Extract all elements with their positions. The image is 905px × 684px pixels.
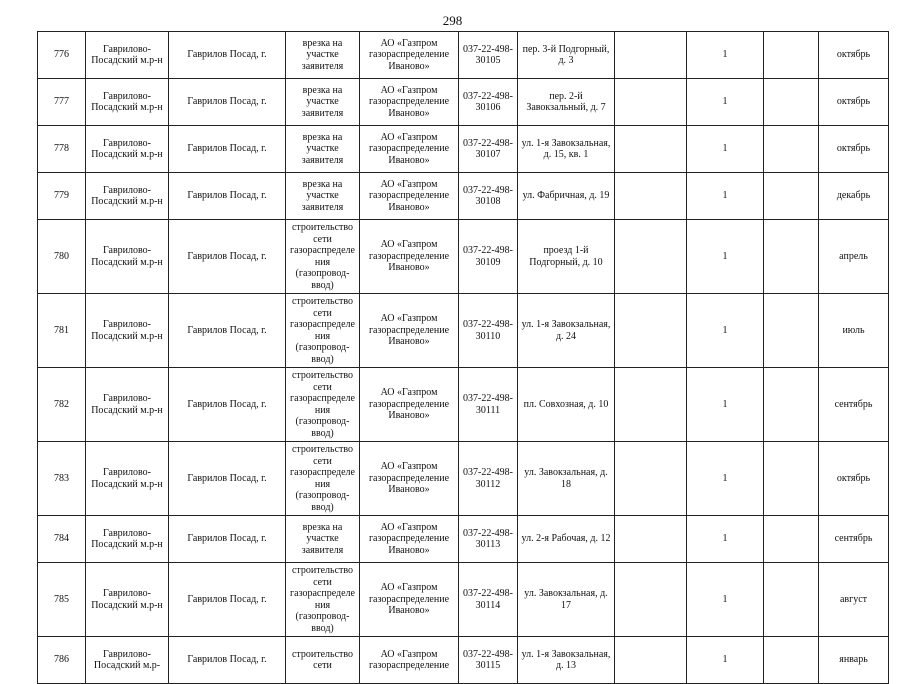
organization-cell: АО «Газпром газораспределение Иваново» <box>360 79 459 126</box>
address-cell: ул. Фабричная, д. 19 <box>518 173 615 220</box>
application-code-cell: 037-22-498-30108 <box>459 173 518 220</box>
locality-cell: Гаврилов Посад, г. <box>169 79 286 126</box>
table-row <box>38 516 889 563</box>
quantity-cell: 1 <box>687 637 764 684</box>
empty-cell <box>764 79 819 126</box>
month-cell: октябрь <box>819 32 889 79</box>
work-type-cell: строительство сети газораспределения (газопровод-ввод) <box>286 368 360 442</box>
quantity-cell: 1 <box>687 220 764 294</box>
empty-cell <box>764 173 819 220</box>
application-code-cell: 037-22-498-30111 <box>459 368 518 442</box>
row-number-cell: 783 <box>38 442 86 516</box>
table-row <box>38 32 889 79</box>
district-cell: Гаврилово-Посадский м.р-н <box>86 563 169 637</box>
address-cell: ул. 1-я Завокзальная, д. 24 <box>518 294 615 368</box>
organization-cell: АО «Газпром газораспределение Иваново» <box>360 126 459 173</box>
application-code-cell: 037-22-498-30114 <box>459 563 518 637</box>
application-code-cell: 037-22-498-30115 <box>459 637 518 684</box>
application-code-cell: 037-22-498-30107 <box>459 126 518 173</box>
district-cell: Гаврилово-Посадский м.р-н <box>86 516 169 563</box>
locality-cell: Гаврилов Посад, г. <box>169 220 286 294</box>
row-number-cell: 785 <box>38 563 86 637</box>
row-number-cell: 786 <box>38 637 86 684</box>
address-cell: пл. Совхозная, д. 10 <box>518 368 615 442</box>
month-cell: декабрь <box>819 173 889 220</box>
month-cell: сентябрь <box>819 516 889 563</box>
row-number-cell: 781 <box>38 294 86 368</box>
empty-cell <box>615 563 687 637</box>
month-cell: октябрь <box>819 442 889 516</box>
empty-cell <box>615 637 687 684</box>
empty-cell <box>764 442 819 516</box>
application-code-cell: 037-22-498-30110 <box>459 294 518 368</box>
empty-cell <box>615 516 687 563</box>
organization-cell: АО «Газпром газораспределение Иваново» <box>360 442 459 516</box>
quantity-cell: 1 <box>687 173 764 220</box>
address-cell: пер. 3-й Подгорный, д. 3 <box>518 32 615 79</box>
table-row <box>38 79 889 126</box>
district-cell: Гаврилово-Посадский м.р-н <box>86 79 169 126</box>
application-code-cell: 037-22-498-30105 <box>459 32 518 79</box>
table-row <box>38 126 889 173</box>
row-number-cell: 784 <box>38 516 86 563</box>
address-cell: ул. Завокзальная, д. 18 <box>518 442 615 516</box>
empty-cell <box>764 126 819 173</box>
district-cell: Гаврилово-Посадский м.р-н <box>86 173 169 220</box>
month-cell: сентябрь <box>819 368 889 442</box>
district-cell: Гаврилово-Посадский м.р-н <box>86 368 169 442</box>
empty-cell <box>764 368 819 442</box>
table-row <box>38 368 889 442</box>
row-number-cell: 777 <box>38 79 86 126</box>
quantity-cell: 1 <box>687 368 764 442</box>
work-type-cell: строительство сети газораспределения (газопровод-ввод) <box>286 294 360 368</box>
district-cell: Гаврилово-Посадский м.р-н <box>86 32 169 79</box>
work-type-cell: строительство сети газораспределения (газопровод-ввод) <box>286 563 360 637</box>
empty-cell <box>615 79 687 126</box>
empty-cell <box>615 220 687 294</box>
empty-cell <box>615 368 687 442</box>
quantity-cell: 1 <box>687 563 764 637</box>
table-row <box>38 563 889 637</box>
locality-cell: Гаврилов Посад, г. <box>169 368 286 442</box>
row-number-cell: 778 <box>38 126 86 173</box>
work-type-cell: строительство сети газораспределения (газопровод-ввод) <box>286 442 360 516</box>
quantity-cell: 1 <box>687 126 764 173</box>
empty-cell <box>615 126 687 173</box>
table-row <box>38 442 889 516</box>
quantity-cell: 1 <box>687 79 764 126</box>
district-cell: Гаврилово-Посадский м.р-н <box>86 442 169 516</box>
locality-cell: Гаврилов Посад, г. <box>169 32 286 79</box>
row-number-cell: 780 <box>38 220 86 294</box>
application-code-cell: 037-22-498-30112 <box>459 442 518 516</box>
empty-cell <box>615 442 687 516</box>
work-type-cell: врезка на участке заявителя <box>286 32 360 79</box>
month-cell: июль <box>819 294 889 368</box>
address-cell: проезд 1-й Подгорный, д. 10 <box>518 220 615 294</box>
quantity-cell: 1 <box>687 516 764 563</box>
work-type-cell: врезка на участке заявителя <box>286 126 360 173</box>
locality-cell: Гаврилов Посад, г. <box>169 173 286 220</box>
gas-connection-table <box>37 31 889 684</box>
organization-cell: АО «Газпром газораспределение Иваново» <box>360 32 459 79</box>
quantity-cell: 1 <box>687 32 764 79</box>
empty-cell <box>764 563 819 637</box>
application-code-cell: 037-22-498-30113 <box>459 516 518 563</box>
table-row <box>38 294 889 368</box>
empty-cell <box>764 637 819 684</box>
address-cell: пер. 2-й Завокзальный, д. 7 <box>518 79 615 126</box>
empty-cell <box>615 294 687 368</box>
district-cell: Гаврилово-Посадский м.р- <box>86 637 169 684</box>
locality-cell: Гаврилов Посад, г. <box>169 294 286 368</box>
table-row <box>38 173 889 220</box>
application-code-cell: 037-22-498-30106 <box>459 79 518 126</box>
table-row <box>38 637 889 684</box>
locality-cell: Гаврилов Посад, г. <box>169 442 286 516</box>
table-row <box>38 220 889 294</box>
month-cell: октябрь <box>819 126 889 173</box>
work-type-cell: врезка на участке заявителя <box>286 79 360 126</box>
quantity-cell: 1 <box>687 294 764 368</box>
work-type-cell: строительство сети <box>286 637 360 684</box>
locality-cell: Гаврилов Посад, г. <box>169 637 286 684</box>
row-number-cell: 782 <box>38 368 86 442</box>
row-number-cell: 779 <box>38 173 86 220</box>
quantity-cell: 1 <box>687 442 764 516</box>
address-cell: ул. 1-я Завокзальная, д. 15, кв. 1 <box>518 126 615 173</box>
work-type-cell: врезка на участке заявителя <box>286 516 360 563</box>
locality-cell: Гаврилов Посад, г. <box>169 126 286 173</box>
table-body <box>38 32 889 684</box>
month-cell: январь <box>819 637 889 684</box>
empty-cell <box>764 516 819 563</box>
organization-cell: АО «Газпром газораспределение Иваново» <box>360 368 459 442</box>
district-cell: Гаврилово-Посадский м.р-н <box>86 126 169 173</box>
organization-cell: АО «Газпром газораспределение Иваново» <box>360 294 459 368</box>
organization-cell: АО «Газпром газораспределение Иваново» <box>360 563 459 637</box>
row-number-cell: 776 <box>38 32 86 79</box>
page-number: 298 <box>442 13 463 28</box>
gas-connection-table-wrapper <box>37 31 885 671</box>
work-type-cell: строительство сети газораспределения (газопровод-ввод) <box>286 220 360 294</box>
empty-cell <box>615 173 687 220</box>
empty-cell <box>764 294 819 368</box>
locality-cell: Гаврилов Посад, г. <box>169 563 286 637</box>
month-cell: август <box>819 563 889 637</box>
organization-cell: АО «Газпром газораспределение Иваново» <box>360 173 459 220</box>
organization-cell: АО «Газпром газораспределение Иваново» <box>360 516 459 563</box>
locality-cell: Гаврилов Посад, г. <box>169 516 286 563</box>
address-cell: ул. 2-я Рабочая, д. 12 <box>518 516 615 563</box>
organization-cell: АО «Газпром газораспределение Иваново» <box>360 220 459 294</box>
application-code-cell: 037-22-498-30109 <box>459 220 518 294</box>
empty-cell <box>764 32 819 79</box>
empty-cell <box>764 220 819 294</box>
month-cell: октябрь <box>819 79 889 126</box>
month-cell: апрель <box>819 220 889 294</box>
work-type-cell: врезка на участке заявителя <box>286 173 360 220</box>
empty-cell <box>615 32 687 79</box>
district-cell: Гаврилово-Посадский м.р-н <box>86 220 169 294</box>
district-cell: Гаврилово-Посадский м.р-н <box>86 294 169 368</box>
organization-cell: АО «Газпром газораспределение <box>360 637 459 684</box>
address-cell: ул. Завокзальная, д. 17 <box>518 563 615 637</box>
address-cell: ул. 1-я Завокзальная, д. 13 <box>518 637 615 684</box>
